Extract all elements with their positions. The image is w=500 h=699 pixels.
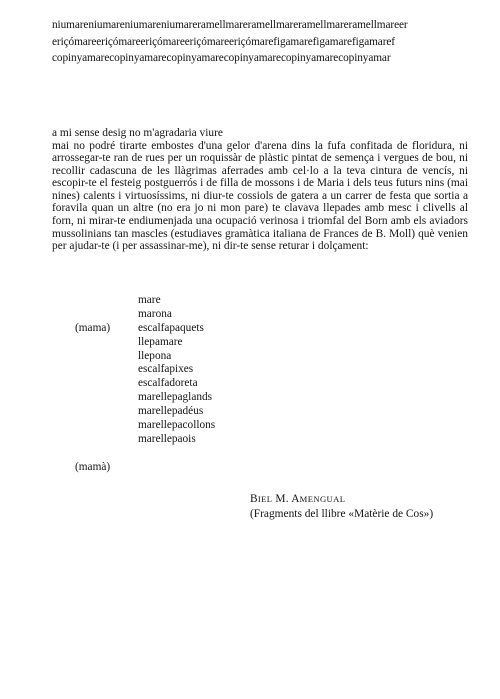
list-word: llepona xyxy=(138,349,172,362)
banner-line-3: copinyamarecopinyamarecopinyamarecopinyamarecopinyamarecopinyamar xyxy=(52,52,391,64)
prose-block xyxy=(52,127,468,253)
paren-label-mama-accent: (mamà) xyxy=(75,460,111,473)
list-word: escalfadoreta xyxy=(138,377,198,390)
list-word: marellepacollons xyxy=(138,419,216,432)
list-word: escalfapixes xyxy=(138,363,194,376)
list-item xyxy=(75,377,275,391)
author-last-rest: MENGUAL xyxy=(299,494,346,504)
list-item xyxy=(75,391,275,405)
word-list xyxy=(75,294,275,475)
list-item xyxy=(75,322,275,336)
list-item xyxy=(75,308,275,322)
signature-block xyxy=(250,491,480,521)
list-word: marona xyxy=(138,307,172,320)
list-item xyxy=(75,405,275,419)
author-first-rest: IEL xyxy=(257,494,273,504)
list-word: marellepadéus xyxy=(138,405,204,418)
prose-first-line: a mi sense desig no m'agradaria viure xyxy=(52,127,223,139)
author-last-initial: A xyxy=(291,493,300,505)
author-name xyxy=(250,491,480,507)
list-word: escalfapaquets xyxy=(138,321,204,334)
source-citation: (Fragments del llibre «Matèrie de Cos») xyxy=(250,508,434,520)
banner-line-1: niumareniumareniumareniumareramellmareramellmareramellmareramellmareer xyxy=(52,19,408,31)
list-spacer xyxy=(75,447,275,461)
paren-label-mama: (mama) xyxy=(75,321,111,334)
list-item xyxy=(75,433,275,447)
list-item xyxy=(75,294,275,308)
list-word: llepamare xyxy=(138,335,183,348)
list-word: marellepaois xyxy=(138,432,196,445)
list-word: mare xyxy=(138,294,161,306)
prose-paragraph: mai no podré tirarte embostes d'una gelor d'arena dins la fufa confitada de floridura, ni arrossegar-te ran de rues per un roquissàr de plàstic pintat de semença i vergues de bou, ni recollir cadascuna de les llàgrimas aferrades amb cel·lo a la teva cintura de vencís, ni escopir-te el festeig postguerrós i de filla de mossons i de Maria i dels teus futurs nins (mai nines) calents i virtuosíssims, ni diur-te cossiols de gatera a un carrer de festa que sortia a foravila quan un altre (no era jo ni mon pare) te clavava llepades amb mesc i clivells al forn, ni mirar-te endiumenjada una ocupació verinosa i triomfal del Born amb els aviadors mussolinians tan mascles (estudiaves gramàtica italiana de Frances de B. Moll) què venien per ajudar-te (i per assassinar-me), ni dir-te sense returar i dolçament: xyxy=(52,139,468,253)
author-first-initial: B xyxy=(250,493,258,505)
wordplay-banner xyxy=(52,17,472,67)
author-middle: M. xyxy=(272,493,292,505)
list-item xyxy=(75,350,275,364)
banner-line-2: eriçómareeriçómareeriçómareeriçómareeriçómarefigamarefigamarefigamaref xyxy=(52,35,395,48)
list-item xyxy=(75,336,275,350)
list-word: marellepaglands xyxy=(138,391,213,404)
list-item xyxy=(75,363,275,377)
list-item xyxy=(75,461,275,475)
list-item xyxy=(75,419,275,433)
